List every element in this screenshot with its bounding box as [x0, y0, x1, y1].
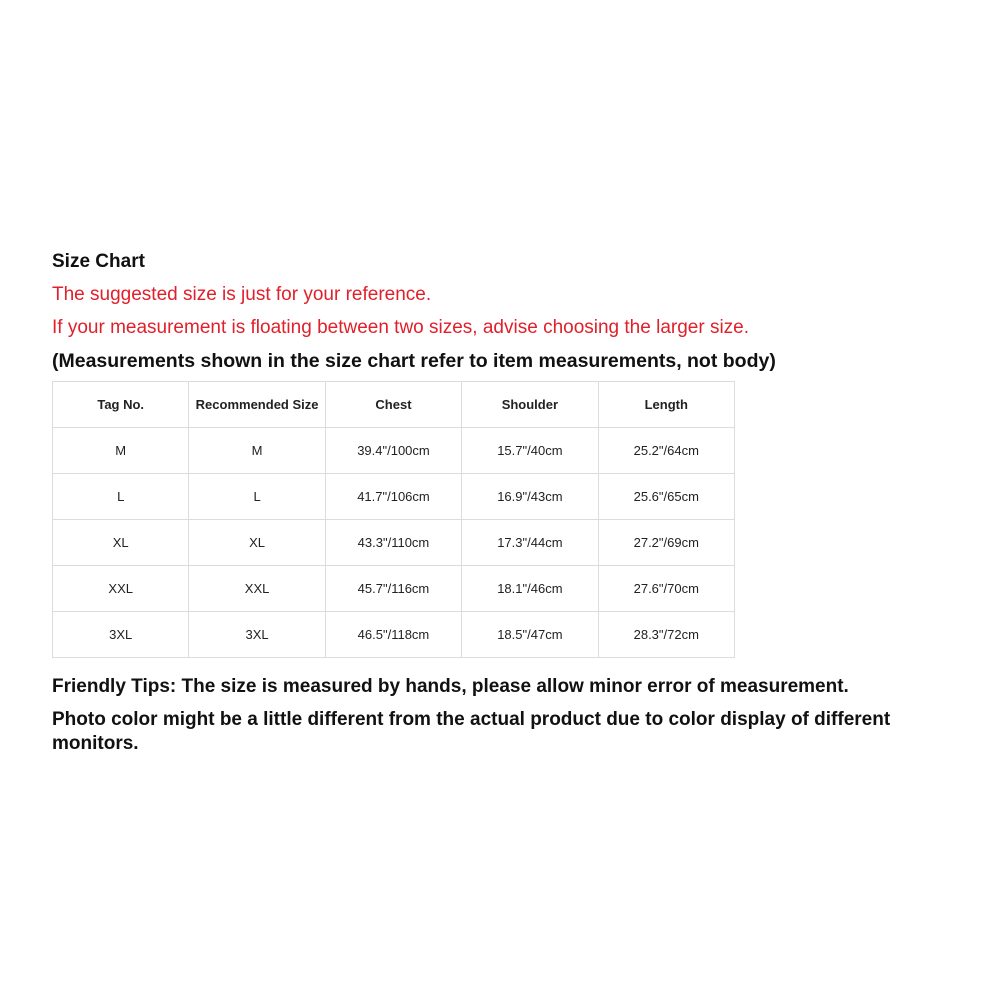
measurement-note: (Measurements shown in the size chart refer to item measurements, not body) — [52, 350, 776, 372]
tips-section — [52, 675, 952, 756]
cell-chest: 46.5"/118cm — [325, 612, 461, 658]
size-chart-section — [52, 250, 952, 765]
table-row — [53, 612, 735, 658]
larger-size-advice: If your measurement is floating between two sizes, advise choosing the larger size. — [52, 317, 750, 338]
cell-recommended-size: 3XL — [189, 612, 325, 658]
cell-tag-no: XXL — [53, 566, 189, 612]
header-recommended-size: Recommended Size — [189, 382, 325, 428]
cell-chest: 45.7"/116cm — [325, 566, 461, 612]
size-chart-title: Size Chart — [52, 251, 145, 272]
table-row — [53, 474, 735, 520]
cell-recommended-size: L — [189, 474, 325, 520]
cell-shoulder: 16.9"/43cm — [462, 474, 598, 520]
cell-length: 28.3"/72cm — [598, 612, 734, 658]
table-row — [53, 520, 735, 566]
cell-recommended-size: XXL — [189, 566, 325, 612]
cell-length: 27.6"/70cm — [598, 566, 734, 612]
cell-chest: 41.7"/106cm — [325, 474, 461, 520]
header-tag-no: Tag No. — [53, 382, 189, 428]
cell-chest: 43.3"/110cm — [325, 520, 461, 566]
cell-length: 25.2"/64cm — [598, 428, 734, 474]
cell-recommended-size: XL — [189, 520, 325, 566]
header-chest: Chest — [325, 382, 461, 428]
header-shoulder: Shoulder — [462, 382, 598, 428]
header-length: Length — [598, 382, 734, 428]
size-table — [52, 381, 735, 658]
cell-tag-no: L — [53, 474, 189, 520]
friendly-tip: Friendly Tips: The size is measured by hands, please allow minor error of measurement. — [52, 676, 849, 697]
cell-recommended-size: M — [189, 428, 325, 474]
table-header-row — [53, 382, 735, 428]
table-row — [53, 566, 735, 612]
cell-shoulder: 18.1"/46cm — [462, 566, 598, 612]
reference-note: The suggested size is just for your reference. — [52, 284, 432, 305]
photo-color-tip: Photo color might be a little different from the actual product due to color display of different monitors. — [52, 709, 891, 754]
cell-length: 27.2"/69cm — [598, 520, 734, 566]
cell-chest: 39.4"/100cm — [325, 428, 461, 474]
cell-shoulder: 17.3"/44cm — [462, 520, 598, 566]
cell-length: 25.6"/65cm — [598, 474, 734, 520]
cell-tag-no: 3XL — [53, 612, 189, 658]
cell-tag-no: M — [53, 428, 189, 474]
cell-shoulder: 18.5"/47cm — [462, 612, 598, 658]
cell-shoulder: 15.7"/40cm — [462, 428, 598, 474]
cell-tag-no: XL — [53, 520, 189, 566]
table-row — [53, 428, 735, 474]
